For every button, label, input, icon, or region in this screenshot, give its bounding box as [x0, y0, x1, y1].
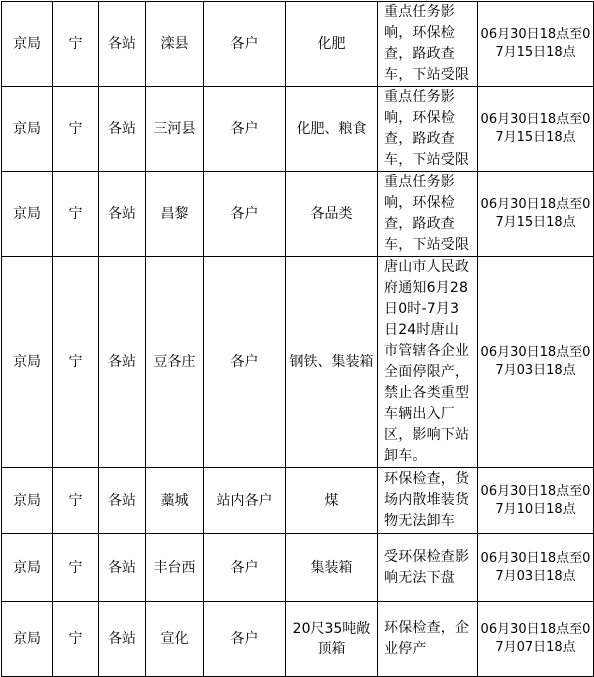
type-cell: 宁 [53, 172, 99, 257]
reason-cell: 重点任务影响，环保检查，路政查车，下站受限 [378, 172, 478, 257]
customer-cell: 各户 [204, 2, 286, 87]
period-cell: 06月30日18点至07月15日18点 [478, 2, 594, 87]
reason-cell: 重点任务影响，环保检查，路政查车，下站受限 [378, 2, 478, 87]
bureau-cell: 京局 [2, 172, 53, 257]
table-row [2, 2, 594, 87]
station-cell: 各站 [99, 2, 146, 87]
period-cell: 06月30日18点至07月15日18点 [478, 172, 594, 257]
type-cell: 宁 [53, 2, 99, 87]
bureau-cell: 京局 [2, 2, 53, 87]
table-row [2, 468, 594, 534]
type-cell: 宁 [53, 602, 99, 677]
location-cell: 昌黎 [146, 172, 204, 257]
station-cell: 各站 [99, 172, 146, 257]
goods-cell: 集装箱 [286, 534, 378, 602]
reason-cell: 环保检查，货场内散堆装货物无法卸车 [378, 468, 478, 534]
bureau-cell: 京局 [2, 257, 53, 468]
station-cell: 各站 [99, 468, 146, 534]
bureau-cell: 京局 [2, 602, 53, 677]
customer-cell: 各户 [204, 87, 286, 172]
period-cell: 06月30日18点至07月10日18点 [478, 468, 594, 534]
type-cell: 宁 [53, 534, 99, 602]
table-row [2, 87, 594, 172]
reason-cell: 环保检查，企业停产 [378, 602, 478, 677]
table-row [2, 602, 594, 677]
reason-cell: 受环保检查影响无法下盘 [378, 534, 478, 602]
reason-cell: 唐山市人民政府通知6月28日0时-7月3日24时唐山市管辖各企业全面停限产，禁止各类重型车辆出入厂区，影响下站卸车。 [378, 257, 478, 468]
table-row [2, 534, 594, 602]
period-cell: 06月30日18点至07月03日18点 [478, 257, 594, 468]
type-cell: 宁 [53, 87, 99, 172]
station-cell: 各站 [99, 534, 146, 602]
station-cell: 各站 [99, 602, 146, 677]
table-row [2, 257, 594, 468]
customer-cell: 各户 [204, 172, 286, 257]
reason-cell: 重点任务影响，环保检查，路政查车，下站受限 [378, 87, 478, 172]
table-row [2, 172, 594, 257]
type-cell: 宁 [53, 468, 99, 534]
customer-cell: 各户 [204, 257, 286, 468]
goods-cell: 煤 [286, 468, 378, 534]
goods-cell: 化肥 [286, 2, 378, 87]
location-cell: 三河县 [146, 87, 204, 172]
customer-cell: 站内各户 [204, 468, 286, 534]
customer-cell: 各户 [204, 534, 286, 602]
location-cell: 豆各庄 [146, 257, 204, 468]
goods-cell: 各品类 [286, 172, 378, 257]
location-cell: 滦县 [146, 2, 204, 87]
type-cell: 宁 [53, 257, 99, 468]
goods-cell: 20尺35吨敞顶箱 [286, 602, 378, 677]
customer-cell: 各户 [204, 602, 286, 677]
goods-cell: 化肥、粮食 [286, 87, 378, 172]
bureau-cell: 京局 [2, 468, 53, 534]
goods-cell: 钢铁、集装箱 [286, 257, 378, 468]
period-cell: 06月30日18点至07月07日18点 [478, 602, 594, 677]
location-cell: 丰台西 [146, 534, 204, 602]
bureau-cell: 京局 [2, 534, 53, 602]
location-cell: 宣化 [146, 602, 204, 677]
bureau-cell: 京局 [2, 87, 53, 172]
station-cell: 各站 [99, 87, 146, 172]
station-cell: 各站 [99, 257, 146, 468]
location-cell: 藁城 [146, 468, 204, 534]
restriction-table [1, 1, 594, 677]
period-cell: 06月30日18点至07月15日18点 [478, 87, 594, 172]
period-cell: 06月30日18点至07月03日18点 [478, 534, 594, 602]
